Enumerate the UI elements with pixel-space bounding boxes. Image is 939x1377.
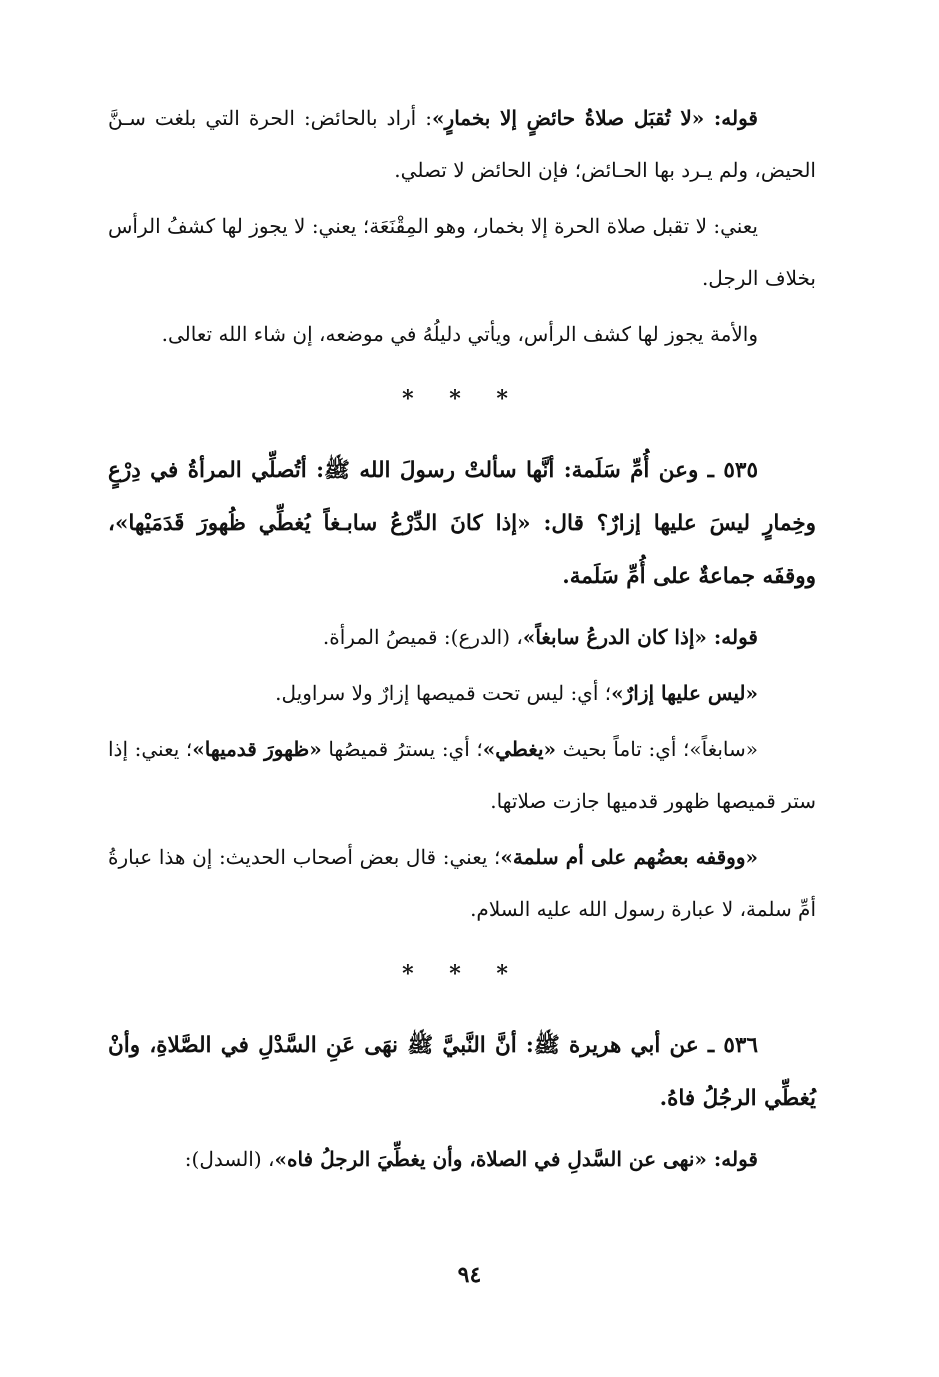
page-body (108, 92, 816, 1189)
quoted-text: «ليس عليها إزارٌ» (611, 681, 758, 705)
commentary-text: ؛ أي: ليس تحت قميصها إزارٌ ولا سراويل. (275, 681, 612, 705)
commentary-536-1 (108, 1133, 816, 1185)
commentary-text: ؛ يعني: إذا ستر قميصها ظهور قدميها جازت صلاتها. (108, 737, 816, 813)
commentary-535-1 (108, 611, 816, 663)
commentary-lead: قوله: (704, 106, 758, 130)
commentary-535-2 (108, 667, 816, 719)
section-separator: * * * (402, 961, 522, 987)
commentary-text: : أراد بالحائض: الحرة التي بلغت سـنَّ الحيض، ولم يـرد بها الحـائض؛ فإن الحائض لا تصلي. (108, 106, 816, 182)
quoted-text: «نهى عن السَّدلِ في الصلاة، وأن يغطِّيَ الرجلُ فاه» (274, 1147, 707, 1171)
commentary-text: «سابغاً»؛ أي: تاماً بحيث (556, 737, 759, 761)
commentary-535-3 (108, 723, 816, 827)
quoted-text: «إذا كان الدرعُ سابغاً» (522, 625, 707, 649)
quoted-text: «ظهورَ قدميها» (192, 737, 322, 761)
page-number: ٩٤ (457, 1262, 482, 1288)
commentary-paragraph-3: والأمة يجوز لها كشف الرأس، ويأتي دليلُهُ في موضعه، إن شاء الله تعالى. (161, 322, 758, 346)
quoted-text: «ووقفه بعضُهم على أم سلمة» (500, 845, 758, 869)
commentary-text: ؛ أي: يسترُ قميصُها (321, 737, 483, 761)
hadith-535: ٥٣٥ ـ وعن أُمِّ سَلَمة: أنَّها سألتْ رسولَ الله ﷺ: أتُصلِّي المرأةُ في دِرْعٍ وخِمارٍ ليسَ عليها إزارٌ؟ قال: «إذا كانَ الدِّرْعُ سابـغاً يُغطِّي ظُهورَ قَدَمَيْها»، ووقفَه جماعةٌ على أُمِّ سَلَمة. (108, 458, 816, 589)
quoted-text: «يغطي» (482, 737, 557, 761)
hadith-536: ٥٣٦ ـ عن أبي هريرة ﷺ: أنَّ النَّبيَّ ﷺ نهَى عَنِ السَّدْلِ في الصَّلاةِ، وأنْ يُغطِّي الرجُلُ فاهُ. (108, 1033, 816, 1111)
commentary-535-4 (108, 831, 816, 935)
commentary-lead: قوله: (706, 625, 758, 649)
commentary-lead: قوله: (706, 1147, 758, 1171)
commentary-paragraph-1 (108, 92, 816, 196)
commentary-text: ؛ يعني: قال بعض أصحاب الحديث: إن هذا عبارةُ أمِّ سلمة، لا عبارة رسول الله عليه السلام. (108, 845, 816, 921)
commentary-text: ، (الدرع): قميصُ المرأة. (322, 625, 523, 649)
section-separator: * * * (402, 386, 522, 412)
commentary-paragraph-2: يعني: لا تقبل صلاة الحرة إلا بخمار، وهو المِقْنَعَة؛ يعني: لا يجوز لها كشفُ الرأس بخلاف الرجل. (108, 214, 816, 290)
commentary-text: ، (السدل): (184, 1147, 275, 1171)
quoted-text: «لا تُقبَل صلاةُ حائضٍ إلا بخمارٍ» (432, 106, 705, 130)
